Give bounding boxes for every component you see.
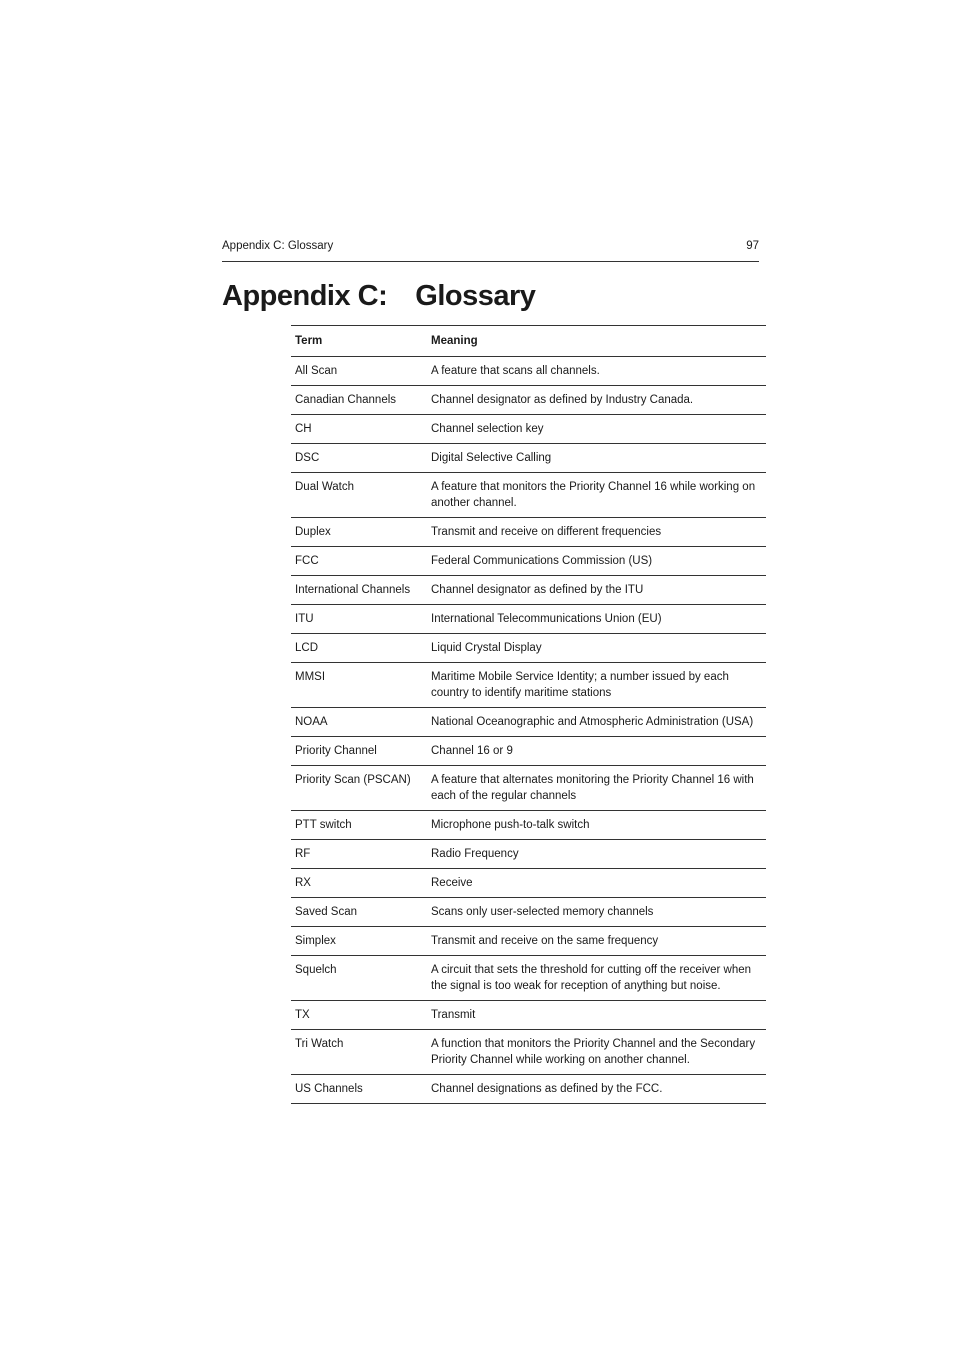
running-header — [222, 237, 759, 262]
table-row — [291, 547, 766, 576]
table-row — [291, 473, 766, 518]
glossary-term: Priority Scan (PSCAN) — [291, 766, 427, 811]
table-row — [291, 840, 766, 869]
page-title — [222, 280, 535, 313]
page-number: 97 — [746, 240, 759, 252]
glossary-term: RF — [291, 840, 427, 869]
glossary-term: Squelch — [291, 956, 427, 1001]
glossary-term: Dual Watch — [291, 473, 427, 518]
glossary-meaning: Channel selection key — [427, 415, 766, 444]
glossary-meaning: Radio Frequency — [427, 840, 766, 869]
glossary-meaning: Channel designations as defined by the FCC. — [427, 1075, 766, 1104]
column-header-term: Term — [291, 326, 427, 357]
glossary-meaning: National Oceanographic and Atmospheric Administration (USA) — [427, 708, 766, 737]
glossary-term: RX — [291, 869, 427, 898]
glossary-term: DSC — [291, 444, 427, 473]
glossary-term: International Channels — [291, 576, 427, 605]
glossary-term: Saved Scan — [291, 898, 427, 927]
table-row — [291, 1075, 766, 1104]
glossary-meaning: Channel designator as defined by the ITU — [427, 576, 766, 605]
glossary-term: Canadian Channels — [291, 386, 427, 415]
glossary-meaning: Microphone push-to-talk switch — [427, 811, 766, 840]
table-row — [291, 927, 766, 956]
glossary-term: FCC — [291, 547, 427, 576]
glossary-body — [291, 357, 766, 1104]
title-glossary-label: Glossary — [415, 280, 536, 312]
glossary-term: PTT switch — [291, 811, 427, 840]
table-row — [291, 737, 766, 766]
glossary-term: Duplex — [291, 518, 427, 547]
table-row — [291, 576, 766, 605]
table-row — [291, 444, 766, 473]
glossary-term: ITU — [291, 605, 427, 634]
glossary-term: NOAA — [291, 708, 427, 737]
glossary-meaning: Channel designator as defined by Industry Canada. — [427, 386, 766, 415]
table-row — [291, 634, 766, 663]
table-row — [291, 518, 766, 547]
header-section-title: Appendix C: Glossary — [222, 240, 334, 252]
table-row — [291, 766, 766, 811]
glossary-meaning: Scans only user-selected memory channels — [427, 898, 766, 927]
table-row — [291, 357, 766, 386]
table-row — [291, 898, 766, 927]
glossary-term: CH — [291, 415, 427, 444]
glossary-meaning: Digital Selective Calling — [427, 444, 766, 473]
table-row — [291, 415, 766, 444]
glossary-meaning: A circuit that sets the threshold for cutting off the receiver when the signal is too weak for reception of anything but noise. — [427, 956, 766, 1001]
glossary-meaning: Transmit and receive on the same frequency — [427, 927, 766, 956]
glossary-meaning: A feature that scans all channels. — [427, 357, 766, 386]
table-row — [291, 1001, 766, 1030]
glossary-meaning: Liquid Crystal Display — [427, 634, 766, 663]
glossary-term: Tri Watch — [291, 1030, 427, 1075]
glossary-term: Priority Channel — [291, 737, 427, 766]
glossary-term: US Channels — [291, 1075, 427, 1104]
glossary-meaning: Channel 16 or 9 — [427, 737, 766, 766]
title-appendix-label: Appendix C: — [222, 280, 388, 312]
table-row — [291, 708, 766, 737]
glossary-term: TX — [291, 1001, 427, 1030]
glossary-term: MMSI — [291, 663, 427, 708]
table-row — [291, 605, 766, 634]
glossary-term: LCD — [291, 634, 427, 663]
glossary-term: Simplex — [291, 927, 427, 956]
table-row — [291, 811, 766, 840]
table-row — [291, 1030, 766, 1075]
glossary-term: All Scan — [291, 357, 427, 386]
glossary-table — [291, 325, 766, 1104]
glossary-meaning: Receive — [427, 869, 766, 898]
glossary-meaning: A function that monitors the Priority Channel and the Secondary Priority Channel while working on another channel. — [427, 1030, 766, 1075]
column-header-meaning: Meaning — [427, 326, 766, 357]
glossary-meaning: A feature that alternates monitoring the Priority Channel 16 with each of the regular channels — [427, 766, 766, 811]
glossary-meaning: Transmit — [427, 1001, 766, 1030]
glossary-meaning: A feature that monitors the Priority Channel 16 while working on another channel. — [427, 473, 766, 518]
table-header-row — [291, 326, 766, 357]
table-row — [291, 386, 766, 415]
glossary-meaning: Transmit and receive on different frequencies — [427, 518, 766, 547]
glossary-meaning: Federal Communications Commission (US) — [427, 547, 766, 576]
glossary-meaning: Maritime Mobile Service Identity; a number issued by each country to identify maritime stations — [427, 663, 766, 708]
table-row — [291, 956, 766, 1001]
glossary-meaning: International Telecommunications Union (EU) — [427, 605, 766, 634]
table-row — [291, 869, 766, 898]
table-row — [291, 663, 766, 708]
